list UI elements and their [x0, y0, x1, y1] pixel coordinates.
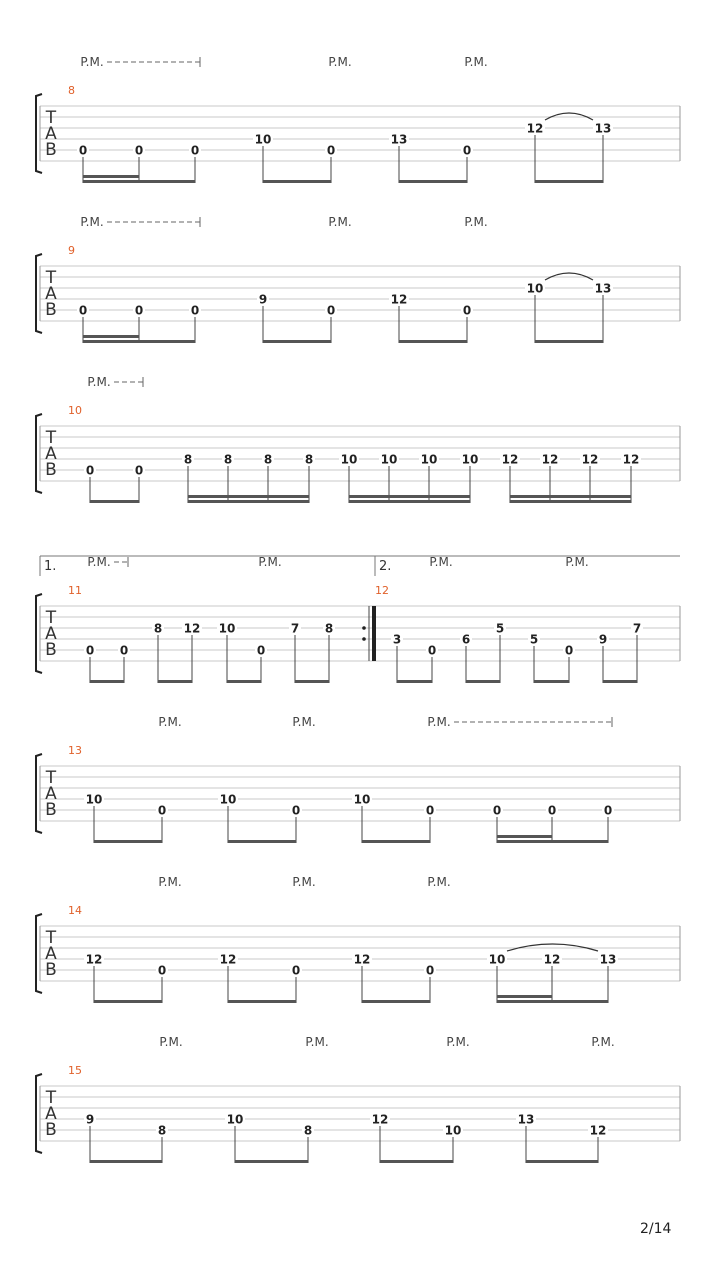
tab-clef-letter: A — [45, 944, 57, 964]
fret-number: 10 — [420, 452, 438, 467]
fret-number: 10 — [380, 452, 398, 467]
fret-number: 10 — [226, 1112, 244, 1127]
tab-clef-letter: B — [45, 800, 57, 820]
fret-number: 0 — [291, 963, 301, 978]
palm-mute-label: P.M. — [80, 215, 104, 229]
tab-clef-letter: A — [45, 444, 57, 464]
fret-number: 8 — [303, 1123, 313, 1138]
fret-number: 13 — [594, 281, 612, 296]
palm-mute-label: P.M. — [87, 555, 111, 569]
fret-number: 10 — [219, 792, 237, 807]
measure-number: 15 — [68, 1064, 82, 1077]
tab-clef-letter: T — [45, 1088, 57, 1108]
beam — [526, 1160, 598, 1163]
fret-number: 12 — [371, 1112, 389, 1127]
beam-secondary — [83, 335, 139, 338]
fret-number: 12 — [543, 952, 561, 967]
fret-number: 12 — [622, 452, 640, 467]
fret-number: 8 — [153, 621, 163, 636]
beam-secondary — [497, 835, 552, 838]
tab-clef-letter: A — [45, 1104, 57, 1124]
fret-number: 12 — [353, 952, 371, 967]
tab-system — [36, 57, 680, 183]
palm-mute-label: P.M. — [427, 875, 451, 889]
palm-mute-label: P.M. — [565, 555, 589, 569]
measure-number: 14 — [68, 904, 82, 917]
tab-clef-letter: T — [45, 768, 57, 788]
fret-number: 0 — [134, 463, 144, 478]
fret-number: 10 — [488, 952, 506, 967]
palm-mute-label: P.M. — [292, 875, 316, 889]
fret-number: 0 — [157, 963, 167, 978]
palm-mute-label: P.M. — [464, 215, 488, 229]
fret-number: 10 — [461, 452, 479, 467]
fret-number: 0 — [190, 143, 200, 158]
fret-number: 10 — [526, 281, 544, 296]
beam — [397, 680, 432, 683]
fret-number: 8 — [183, 452, 193, 467]
beam — [534, 680, 569, 683]
tab-system — [36, 717, 680, 843]
palm-mute-label: P.M. — [464, 55, 488, 69]
fret-number: 9 — [258, 292, 268, 307]
fret-number: 13 — [594, 121, 612, 136]
beam — [90, 680, 124, 683]
fret-number: 0 — [492, 803, 502, 818]
beam — [497, 840, 608, 843]
beam — [94, 1000, 162, 1003]
palm-mute-label: P.M. — [87, 375, 111, 389]
fret-number: 0 — [119, 643, 129, 658]
beam — [263, 180, 331, 183]
palm-mute-label: P.M. — [328, 215, 352, 229]
fret-number: 0 — [603, 803, 613, 818]
fret-number: 0 — [462, 303, 472, 318]
fret-number: 9 — [85, 1112, 95, 1127]
beam-secondary — [188, 495, 309, 498]
tab-clef-letter: T — [45, 608, 57, 628]
tab-clef-letter: A — [45, 284, 57, 304]
fret-number: 0 — [134, 303, 144, 318]
fret-number: 6 — [461, 632, 471, 647]
beam — [535, 180, 603, 183]
beam — [94, 840, 162, 843]
fret-number: 0 — [291, 803, 301, 818]
volta-2-label: 2. — [379, 559, 392, 574]
fret-number: 0 — [256, 643, 266, 658]
beam — [603, 680, 637, 683]
tab-system — [36, 556, 680, 683]
beam-secondary — [349, 495, 470, 498]
measure-number: 9 — [68, 244, 75, 257]
tab-clef-letter: A — [45, 124, 57, 144]
fret-number: 13 — [517, 1112, 535, 1127]
measure-number: 10 — [68, 404, 82, 417]
measure-number: 12 — [375, 584, 389, 597]
fret-number: 12 — [581, 452, 599, 467]
beam — [90, 1160, 162, 1163]
beam — [228, 840, 296, 843]
palm-mute-label: P.M. — [591, 1035, 615, 1049]
beam — [510, 500, 631, 503]
fret-number: 13 — [390, 132, 408, 147]
palm-mute-label: P.M. — [80, 55, 104, 69]
palm-mute-label: P.M. — [305, 1035, 329, 1049]
fret-number: 5 — [529, 632, 539, 647]
beam — [380, 1160, 453, 1163]
fret-number: 7 — [290, 621, 300, 636]
tab-clef-letter: B — [45, 960, 57, 980]
fret-number: 9 — [598, 632, 608, 647]
fret-number: 0 — [157, 803, 167, 818]
tab-clef-letter: T — [45, 268, 57, 288]
fret-number: 0 — [78, 303, 88, 318]
tab-clef-letter: B — [45, 1120, 57, 1140]
fret-number: 12 — [501, 452, 519, 467]
tab-system — [36, 217, 680, 343]
fret-number: 0 — [190, 303, 200, 318]
fret-number: 0 — [462, 143, 472, 158]
beam — [263, 340, 331, 343]
fret-number: 0 — [427, 643, 437, 658]
fret-number: 3 — [392, 632, 402, 647]
fret-number: 12 — [541, 452, 559, 467]
palm-mute-label: P.M. — [446, 1035, 470, 1049]
measure-number: 13 — [68, 744, 82, 757]
fret-number: 0 — [547, 803, 557, 818]
fret-number: 0 — [85, 463, 95, 478]
fret-number: 0 — [85, 643, 95, 658]
tab-clef-letter: B — [45, 640, 57, 660]
volta-1-label: 1. — [44, 559, 57, 574]
tab-clef-letter: B — [45, 460, 57, 480]
palm-mute-label: P.M. — [158, 715, 182, 729]
tab-clef-letter: T — [45, 928, 57, 948]
measure-number: 8 — [68, 84, 75, 97]
fret-number: 12 — [85, 952, 103, 967]
beam — [83, 180, 195, 183]
palm-mute-label: P.M. — [328, 55, 352, 69]
tab-clef-letter: T — [45, 108, 57, 128]
fret-number: 0 — [564, 643, 574, 658]
beam — [158, 680, 192, 683]
beam-secondary — [497, 995, 552, 998]
fret-number: 13 — [599, 952, 617, 967]
fret-number: 8 — [157, 1123, 167, 1138]
palm-mute-label: P.M. — [427, 715, 451, 729]
fret-number: 0 — [425, 803, 435, 818]
fret-number: 0 — [134, 143, 144, 158]
tab-system — [36, 377, 680, 503]
fret-number: 10 — [353, 792, 371, 807]
fret-number: 7 — [632, 621, 642, 636]
fret-number: 8 — [223, 452, 233, 467]
measure-number: 11 — [68, 584, 82, 597]
fret-number: 8 — [304, 452, 314, 467]
fret-number: 8 — [324, 621, 334, 636]
page-number: 2/14 — [640, 1221, 672, 1237]
fret-number: 12 — [219, 952, 237, 967]
beam — [497, 1000, 608, 1003]
beam — [399, 180, 467, 183]
palm-mute-label: P.M. — [429, 555, 453, 569]
tab-clef-letter: A — [45, 624, 57, 644]
beam — [295, 680, 329, 683]
beam — [235, 1160, 308, 1163]
tab-clef-letter: B — [45, 300, 57, 320]
fret-number: 0 — [425, 963, 435, 978]
beam — [349, 500, 470, 503]
fret-number: 10 — [444, 1123, 462, 1138]
repeat-thick-bar — [372, 606, 376, 661]
repeat-dot — [362, 637, 366, 641]
fret-number: 10 — [85, 792, 103, 807]
beam — [227, 680, 261, 683]
fret-number: 10 — [218, 621, 236, 636]
beam — [188, 500, 309, 503]
palm-mute-label: P.M. — [258, 555, 282, 569]
fret-number: 0 — [326, 303, 336, 318]
beam — [362, 840, 430, 843]
palm-mute-label: P.M. — [158, 875, 182, 889]
beam — [228, 1000, 296, 1003]
fret-number: 12 — [589, 1123, 607, 1138]
fret-number: 8 — [263, 452, 273, 467]
palm-mute-label: P.M. — [292, 715, 316, 729]
fret-number: 10 — [254, 132, 272, 147]
tab-clef-letter: A — [45, 784, 57, 804]
fret-number: 12 — [526, 121, 544, 136]
tab-clef-letter: T — [45, 428, 57, 448]
fret-number: 12 — [183, 621, 201, 636]
beam — [466, 680, 500, 683]
fret-number: 10 — [340, 452, 358, 467]
beam — [535, 340, 603, 343]
fret-number: 12 — [390, 292, 408, 307]
beam — [83, 340, 195, 343]
palm-mute-label: P.M. — [159, 1035, 183, 1049]
fret-number: 0 — [326, 143, 336, 158]
beam — [399, 340, 467, 343]
beam — [362, 1000, 430, 1003]
tab-system — [36, 1074, 680, 1163]
beam — [90, 500, 139, 503]
repeat-dot — [362, 626, 366, 630]
tab-clef-letter: B — [45, 140, 57, 160]
beam-secondary — [83, 175, 139, 178]
fret-number: 0 — [78, 143, 88, 158]
beam-secondary — [510, 495, 631, 498]
fret-number: 5 — [495, 621, 505, 636]
